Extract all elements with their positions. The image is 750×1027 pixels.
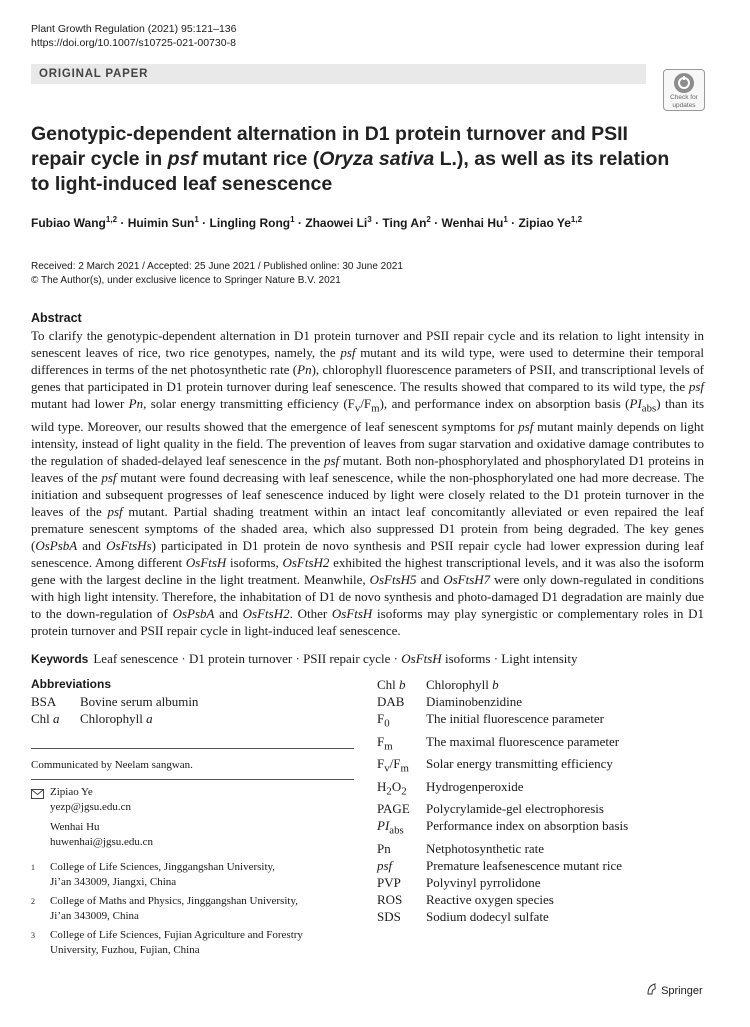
abbreviation-row: DAB Diaminobenzidine bbox=[377, 694, 523, 709]
author[interactable]: Lingling Rong$^1$ bbox=[209, 215, 295, 230]
dates-line: Received: 2 March 2021 / Accepted: 25 June 2021 / Published online: 30 June 2021 bbox=[31, 261, 403, 272]
author[interactable]: Wenhai Hu$^1$ bbox=[441, 215, 508, 230]
affiliation: 2 College of Maths and Physics, Jinggangshan University, Ji’an 343009, China bbox=[31, 895, 298, 922]
corresponding-author bbox=[50, 820, 153, 850]
section-label: ORIGINAL PAPER bbox=[39, 68, 149, 80]
envelope-icon bbox=[31, 789, 44, 799]
abbreviation-row: $F_0$ The initial fluorescence parameter bbox=[377, 711, 604, 730]
author-list: Fubiao Wang$^{1,2}$ · Huimin Sun$^1$ · Lingling Rong$^1$ · Zhaowei $Li^3$ · Ting $An^2$ · Wenhai $Hu^1$ · Zipiao Ye$^{1,2}$ bbox=[31, 215, 583, 230]
check-for-updates-badge[interactable] bbox=[663, 69, 705, 111]
section-label-bar bbox=[31, 64, 646, 84]
footnote-divider bbox=[31, 779, 354, 780]
check-updates-icon bbox=[674, 73, 694, 93]
title-line-1: Genotypic-dependent alternation in D1 protein turnover and PSII bbox=[31, 123, 628, 145]
copyright-line: © The Author(s), under exclusive licence to Springer Nature B.V. 2021 bbox=[31, 275, 341, 286]
author[interactable]: Ting An$^2$ bbox=[382, 215, 431, 230]
check-updates-line1: Check for bbox=[670, 94, 698, 101]
abbreviation-row: Chl b Chlorophyll b bbox=[377, 677, 499, 692]
publisher-name: Springer bbox=[661, 985, 703, 997]
publisher-logo bbox=[646, 983, 703, 997]
abbreviation-row: Pn Netphotosynthetic rate bbox=[377, 840, 545, 856]
check-updates-line2: updates bbox=[672, 102, 696, 109]
abbreviations-right bbox=[377, 676, 628, 925]
keywords: Keywords Leaf senescence · D1 protein turnover · PSII repair cycle · OsFtsH isoforms · Light intensity bbox=[31, 651, 578, 666]
title-line-3: to light-induced leaf senescence bbox=[31, 173, 333, 195]
abstract-body: To clarify the genotypic-dependent alternation in D1 protein turnover and PSII repair cycle and its relation to light intensity in senescent leaves of rice, two rice genotypes, namely, the psf mutant and its wild type, were used to determine their temporal differences in terms of the net photosynthetic rate (Pn), chlorophyll fluorescence parameters of PSII, and transcriptional levels of genes that participated in D1 protein turnover during leaf senescence. The results showed that compared to its wild type, the psf mutant had lower Pn, solar energy transmitting efficiency $(F_v/F_m)$, and performance index on absorption basis $(PI_{abs})$ than its wild type. Moreover, our results showed that the emergence of leaf senescent symptoms for psf mutant mainly depends on light intensity, instead of light quality in the field. The prevention of leaves from sugar starvation and oxidative damage contributes to the regulation of shaded-delayed leaf senescence in the psf mutant. Both non-phosphorylated and phosphorylated D1 proteins in leaves of the psf mutant were found decreasing with leaf senescence, while the non-phosphorylated one had more decrease. The initiation and subsequent progresses of leaf senescence induced by light were closely related to the D1 protein turnover in the leaves of the psf mutant. Partial shading treatment within an intact leaf concomitantly alleviated or even repaired the leaf premature senescent symptoms of the shaded area, which also suppressed D1 protein from being degraded. The key genes (OsPsbA and OsFtsHs) participated in D1 protein de novo synthesis and PSII repair cycle had lower expression during leaf senescence. Among different OsFtsH isoforms, OsFtsH2 exhibited the highest transcriptional levels, and it was also the isoform gene with the largest decline in the light treatment. Meanwhile, OsFtsH5 and OsFtsH7 were only down-regulated in conditions with high light intensity. Therefore, the inhabitation of D1 de novo synthesis and photo-damaged D1 degradation are mainly due to the down-regulation of OsPsbA and OsFtsH2. Other OsFtsH isoforms may play synergistic or complementary roles in D1 protein turnover and PSII repair cycle in light-induced leaf senescence. bbox=[31, 328, 705, 638]
abbreviation-row: $H_2O_2$ Hydrogenperoxide bbox=[377, 778, 524, 798]
abbreviation-row: Chl a Chlorophyll a bbox=[31, 711, 153, 726]
author[interactable]: Fubiao Wang$^{1,2}$ bbox=[31, 215, 118, 230]
affiliation: 3 College of Life Sciences, Fujian Agriculture and Forestry University, Fuzhou, Fujian, China bbox=[31, 929, 303, 956]
paper-title bbox=[31, 122, 671, 197]
abbreviations-heading: Abbreviations bbox=[31, 677, 112, 691]
abbreviations-left bbox=[31, 693, 198, 727]
corresponding-email[interactable]: yezp@jgsu.edu.cn bbox=[50, 801, 131, 813]
corresponding-name: Wenhai Hu bbox=[50, 821, 100, 833]
affiliation: 1 College of Life Sciences, Jinggangshan University, Ji’an 343009, Jiangxi, China bbox=[31, 861, 276, 888]
author[interactable]: Zipiao Ye$^{1,2}$ bbox=[518, 215, 583, 230]
doi-link[interactable]: https://doi.org/10.1007/s10725-021-00730-8 bbox=[31, 37, 236, 49]
abbreviation-row: $F_v/F_m$ Solar energy transmitting efficiency bbox=[377, 756, 613, 775]
abbreviation-row: ROS Reactive oxygen species bbox=[377, 891, 554, 907]
journal-citation: Plant Growth Regulation (2021) 95:121–136 bbox=[31, 23, 237, 35]
keywords-label: Keywords bbox=[31, 652, 89, 666]
corresponding-name: Zipiao Ye bbox=[50, 786, 93, 798]
abbreviation-row: BSA Bovine serum albumin bbox=[31, 694, 199, 709]
abstract-heading: Abstract bbox=[31, 311, 82, 325]
abbreviation-row: $F_m$ The maximal fluorescence parameter bbox=[377, 733, 620, 753]
author[interactable]: Zhaowei Li$^3$ bbox=[305, 215, 372, 230]
abbreviation-row: PAGE Polycrylamide-gel electrophoresis bbox=[377, 801, 604, 817]
springer-horse-icon bbox=[646, 983, 658, 995]
author[interactable]: Huimin Sun$^1$ bbox=[127, 215, 199, 230]
title-line-2: repair cycle in psf mutant rice (Oryza sativa L.), as well as its relation bbox=[31, 148, 670, 170]
abbreviation-row: PVP Polyvinyl pyrrolidone bbox=[377, 874, 541, 890]
abbreviation-row: SDS Sodium dodecyl sulfate bbox=[377, 908, 549, 924]
abbreviation-row: $PI_{abs}$ Performance index on absorption basis bbox=[377, 818, 629, 837]
communicated-by: Communicated by Neelam sangwan. bbox=[31, 759, 193, 771]
publication-dates bbox=[31, 260, 403, 288]
footnote-divider bbox=[31, 748, 354, 749]
journal-header bbox=[31, 22, 236, 50]
corresponding-author bbox=[50, 785, 131, 815]
abbreviation-row: psf Premature leafsenescence mutant rice bbox=[377, 857, 622, 873]
corresponding-email[interactable]: huwenhai@jgsu.edu.cn bbox=[50, 836, 153, 848]
